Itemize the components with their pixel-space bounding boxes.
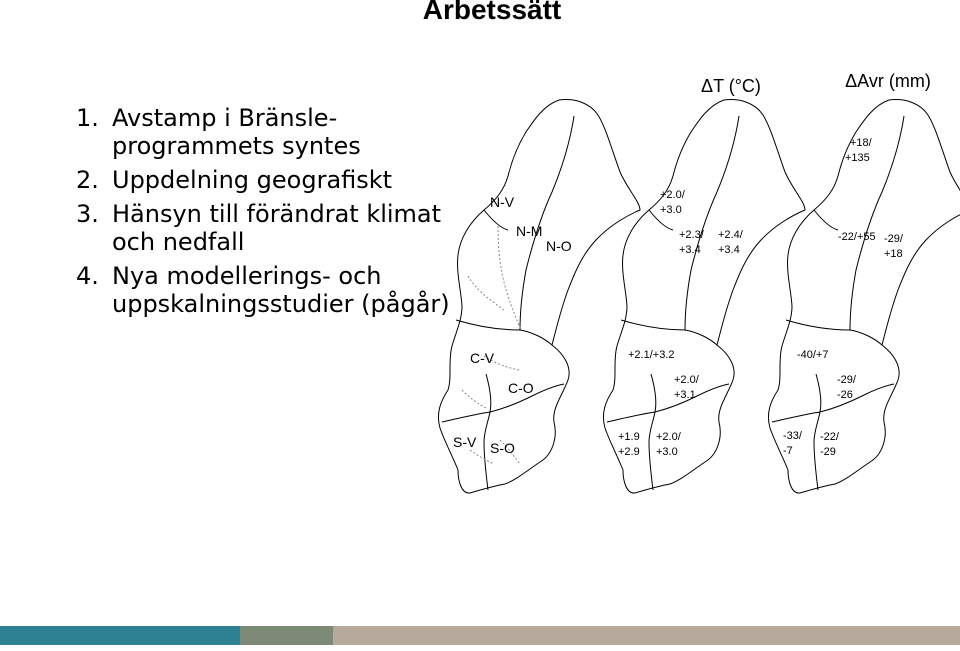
temp-value: +1.9 [618,431,640,443]
region-label-no: N-O [546,238,572,254]
footer-bar-teal [0,626,240,645]
precipitation-header: ΔAvr (mm) [845,71,931,91]
precip-value: +18 [884,248,903,260]
region-label-nm: N-M [516,223,543,239]
list-number: 3. [76,200,99,228]
list-number: 2. [76,166,99,194]
temp-value: +3.0 [660,204,682,216]
precip-value: -22/+55 [838,231,876,243]
temp-value: +2.9 [618,446,640,458]
footer-bar-sage [240,626,333,645]
slide-title: Arbetssätt [422,0,562,25]
temp-value: +2.1/+3.2 [628,349,675,361]
list-text: Avstamp i Bränsle-programmets syntes [112,104,361,160]
temp-value: +2.0/ [674,374,699,386]
precip-value: -26 [837,389,853,401]
list-text: Nya modellerings- och uppskalningsstudier (pågår) [112,262,450,318]
region-label-cv: C-V [470,350,495,366]
temp-value: +3.4 [679,244,701,256]
temp-value: +2.3/ [679,229,704,241]
temp-value: +2.0/ [656,431,681,443]
list-text: Hänsyn till förändrat klimat och nedfall [112,200,442,256]
precip-value: +18/ [850,137,872,149]
temp-value: +3.0 [656,446,678,458]
region-label-so: S-O [490,440,515,456]
temp-value: +3.4 [718,244,740,256]
precip-value: -40/+7 [797,349,829,361]
precip-value: -29 [820,446,836,458]
list-number: 1. [76,104,99,132]
region-label-nv: N-V [490,194,515,210]
temp-value: +2.0/ [660,189,685,201]
precip-value: -29/ [837,374,856,386]
precip-value: -33/ [783,430,802,442]
precip-value: -22/ [820,431,839,443]
temp-value: +2.4/ [718,229,743,241]
temperature-header: ΔT (°C) [701,76,761,96]
region-label-co: C-O [508,380,534,396]
precip-value: -29/ [884,233,903,245]
list-number: 4. [76,262,99,290]
temp-value: +3.1 [674,389,696,401]
temperature-values [618,189,744,458]
precip-value: +135 [845,152,870,164]
footer-bar-sand [333,626,960,645]
precip-value: -7 [783,445,793,457]
precipitation-values [783,137,904,458]
list-text: Uppdelning geografiskt [112,166,393,194]
region-label-sv: S-V [453,434,477,450]
